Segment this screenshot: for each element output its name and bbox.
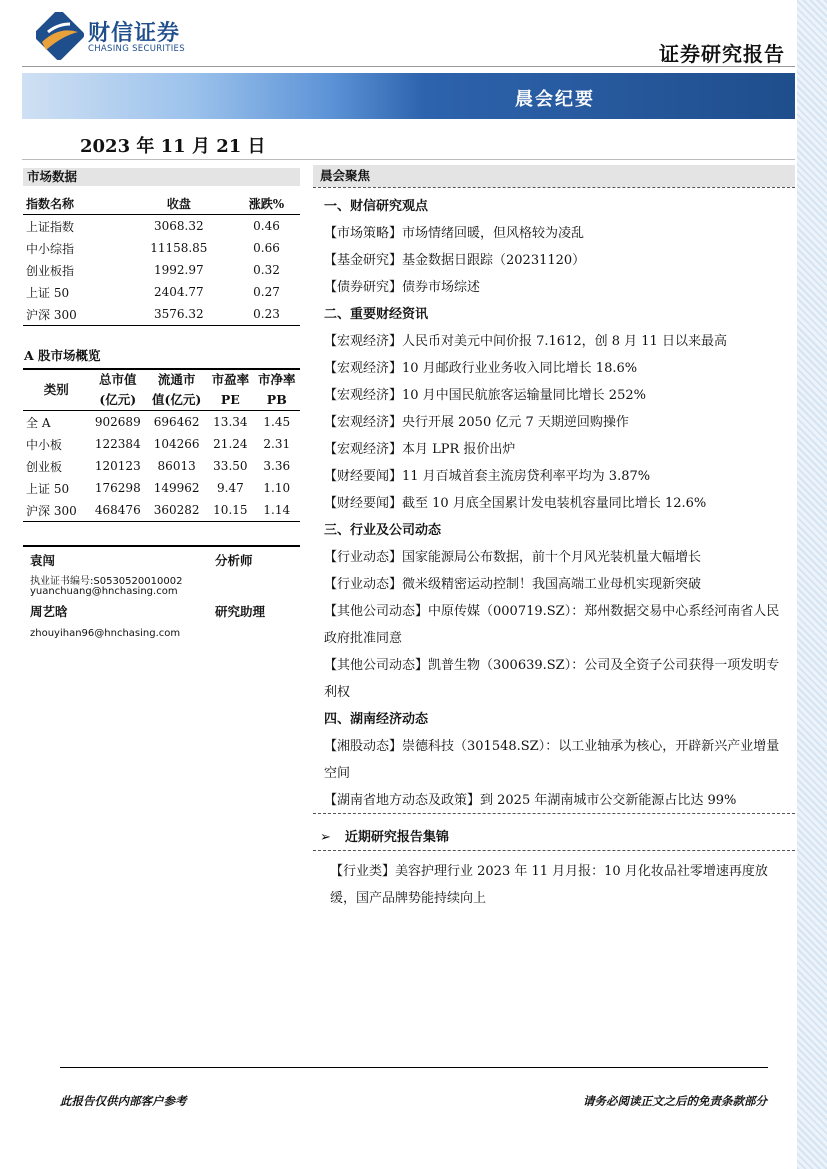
title-banner [22,73,795,119]
table-cell: 21.24 [213,437,248,451]
table-cell: 696462 [153,415,200,429]
recent-reports-header [320,826,449,845]
table-row [23,433,300,455]
recent-report-item[interactable]: 【行业类】美容护理行业 2023 年 11 月月报：10 月化妆品社零增速再度放缓，国产品牌势能持续向上 [330,864,768,906]
table-cell: 33.50 [213,459,248,473]
table-cell: 2404.77 [154,285,204,299]
table-cell: 120123 [94,459,141,473]
table-cell: 902689 [94,415,141,429]
column-header: 指数名称 [23,192,125,215]
table-cell: 0.27 [253,285,280,299]
column-header: 值(亿元) [146,390,207,411]
market-data-table [23,192,300,326]
arrow-right-icon: ➢ [320,830,331,845]
company-logo [36,12,196,62]
column-header: 流通市 [157,372,196,387]
banner-title: 晨会纪要 [515,89,595,110]
section-heading: 二、重要财经资讯 [324,307,429,322]
a-share-overview-title: A 股市场概览 [24,348,101,363]
assistant-role: 研究助理 [215,604,266,619]
list-item[interactable]: 【湘股动态】崇德科技（301548.SZ）：以工业轴承为核心，开辟新兴产业增量空间 [324,739,780,781]
table-cell: 122384 [94,437,141,451]
table-row [23,237,300,259]
recent-reports-title: 近期研究报告集锦 [344,830,449,845]
table-cell: 86013 [157,459,196,473]
table-row [23,303,300,326]
column-header: 收盘 [125,192,233,215]
table-row [23,477,300,499]
table-cell: 104266 [153,437,200,451]
list-item[interactable]: 【宏观经济】本月 LPR 报价出炉 [324,442,516,457]
analyst-email[interactable]: yuanchuang@hnchasing.com [30,586,178,597]
header-divider [22,66,795,67]
list-item[interactable]: 【财经要闻】11 月百城首套主流房贷利率平均为 3.87% [324,469,651,484]
focus-divider [313,187,795,188]
list-item[interactable]: 【基金研究】基金数据日跟踪（20231120） [324,253,586,268]
table-cell: 创业板指 [26,263,75,278]
list-item[interactable]: 【其他公司动态】凯普生物（300639.SZ）：公司及全资子公司获得一项发明专利权 [324,658,780,700]
list-item[interactable]: 【湖南省地方动态及政策】到 2025 年湖南城市公交新能源占比达 99% [324,793,737,808]
table-cell: 3576.32 [125,303,233,326]
footer-right-note: 请务必阅读正文之后的免责条款部分 [583,1094,767,1108]
column-header: PB [254,390,300,411]
table-cell: 中小板 [26,437,63,452]
report-type-label: 证券研究报告 [659,42,785,66]
column-header: PE [207,390,253,411]
table-cell: 沪深 300 [23,499,89,522]
assistant-email[interactable]: zhouyihan96@hnchasing.com [30,628,181,639]
focus-bottom-divider [313,813,795,814]
logo-text-en: CHASING SECURITIES [88,44,185,54]
table-cell: 中小综指 [26,241,75,256]
table-cell: 1.14 [254,499,300,522]
footer-divider [60,1067,768,1068]
focus-header: 晨会聚焦 [313,165,795,187]
list-item[interactable]: 【行业动态】微米级精密运动控制！我国高端工业母机实现新突破 [324,577,702,592]
table-cell: 1992.97 [154,263,204,277]
list-item[interactable]: 【宏观经济】人民币对美元中间价报 7.1612，创 8 月 11 日以来最高 [324,334,727,349]
table-cell: 149962 [153,481,200,495]
table-cell: 9.47 [217,481,244,495]
market-data-header: 市场数据 [23,168,300,186]
table-cell: 3068.32 [154,219,204,233]
table-cell: 上证指数 [26,219,75,234]
table-cell: 1.10 [263,481,291,495]
table-cell: 2.31 [263,437,291,451]
report-date: 2023 年 11 月 21 日 [80,136,266,157]
table-row [23,215,300,238]
analyst-cert-number: 执业证书编号:S0530520010002 [30,576,183,587]
column-header: 涨跌% [233,192,300,215]
table-cell: 上证 50 [26,285,70,300]
table-cell: 0.46 [253,219,280,233]
assistant-name: 周艺晗 [30,604,68,619]
table-cell: 沪深 300 [23,303,125,326]
list-item[interactable]: 【其他公司动态】中原传媒（000719.SZ）：郑州数据交易中心系经河南省人民政府批准同意 [324,604,780,646]
table-cell: 360282 [146,499,207,522]
footer-left-note: 此报告仅供内部客户参考 [60,1094,187,1108]
table-cell: 10.15 [207,499,253,522]
column-header: 市盈率 [211,372,250,387]
list-item[interactable]: 【市场策略】市场情绪回暖，但风格较为凌乱 [324,226,585,241]
list-item[interactable]: 【行业动态】国家能源局公布数据，前十个月风光装机量大幅增长 [324,550,702,565]
date-divider [22,159,795,160]
table-cell: 创业板 [26,459,63,474]
table-cell: 13.34 [213,415,248,429]
section-heading: 三、行业及公司动态 [324,523,442,538]
table-header-row [23,192,300,215]
table-cell: 468476 [89,499,146,522]
table-row [23,499,300,522]
section-heading: 四、湖南经济动态 [324,712,429,727]
analyst-name: 袁闯 [30,553,56,568]
table-row [23,455,300,477]
analyst-divider [23,545,300,547]
table-row [23,411,300,434]
table-cell: 176298 [94,481,141,495]
list-item[interactable]: 【宏观经济】央行开展 2050 亿元 7 天期逆回购操作 [324,415,629,430]
column-header: 市净率 [258,372,296,387]
list-item[interactable]: 【宏观经济】10 月邮政行业业务收入同比增长 18.6% [324,361,638,376]
table-cell: 3.36 [263,459,291,473]
column-header: 总市值 [99,372,137,387]
list-item[interactable]: 【宏观经济】10 月中国民航旅客运输量同比增长 252% [324,388,646,403]
table-header-row [23,369,300,390]
logo-emblem-icon [36,12,84,60]
table-cell: 上证 50 [26,481,70,496]
list-item[interactable]: 【债券研究】债券市场综述 [324,280,481,295]
list-item[interactable]: 【财经要闻】截至 10 月底全国累计发电装机容量同比增长 12.6% [324,496,707,511]
analyst-role: 分析师 [215,553,253,568]
a-share-overview-table [23,368,300,522]
column-header: 类别 [23,369,89,411]
table-cell: 全 A [26,415,51,430]
section-heading: 一、财信研究观点 [324,199,429,214]
column-header: (亿元) [89,390,146,411]
table-row [23,259,300,281]
table-row [23,281,300,303]
table-cell: 0.32 [253,263,280,277]
recent-divider [313,850,795,851]
table-cell: 0.23 [233,303,300,326]
decorative-side-stripe [797,0,827,1169]
logo-text-cn: 财信证券 [88,21,181,46]
focus-list [324,193,784,814]
table-cell: 11158.85 [150,241,208,255]
table-cell: 1.45 [263,415,291,429]
table-cell: 0.66 [253,241,280,255]
